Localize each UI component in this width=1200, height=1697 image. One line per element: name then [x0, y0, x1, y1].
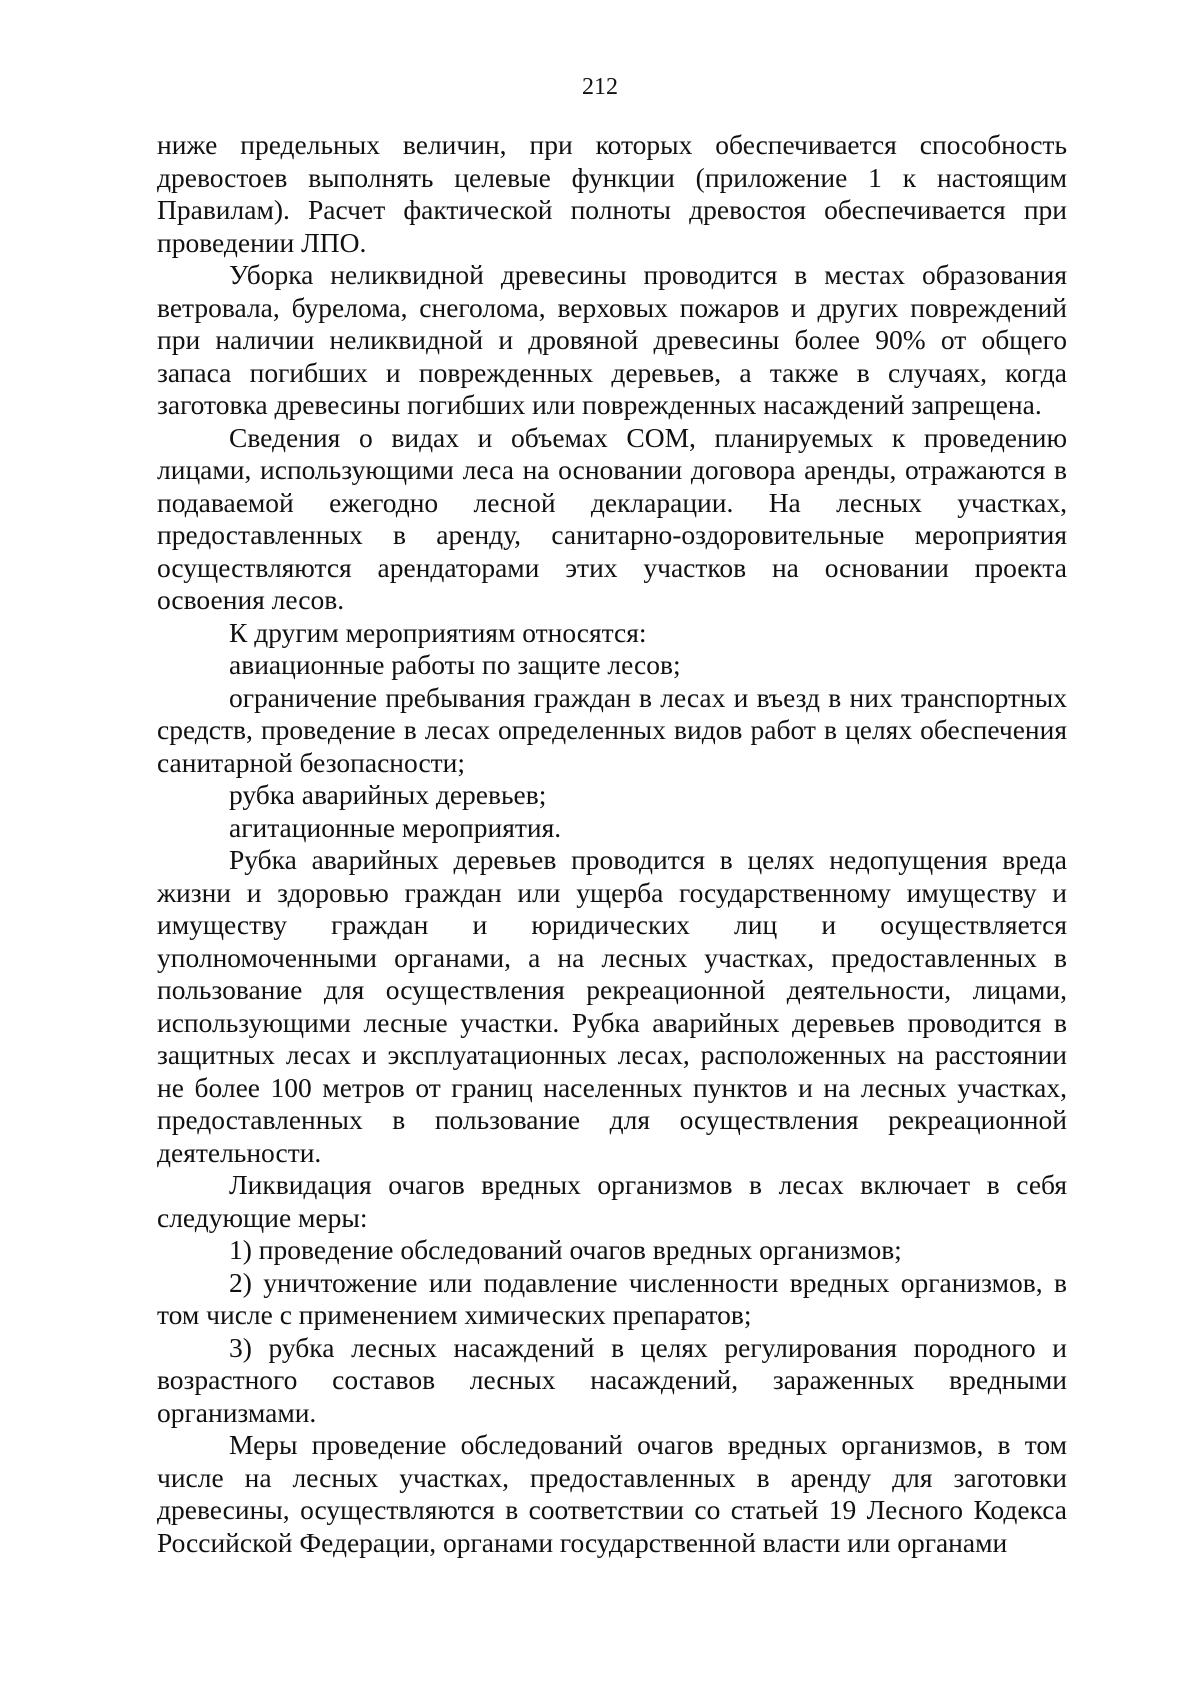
paragraph-continuation: ниже предельных величин, при которых обеспечивается способность древостоев выполнять целевые функции (приложение 1 к настоящим Правилам). Расчет фактической полноты древостоя обеспечивается при проведении ЛПО.	[157, 129, 1067, 258]
list-item-access-restriction: ограничение пребывания граждан в лесах и въезд в них транспортных средств, проведение в лесах определенных видов работ в целях обеспечения санитарной безопасности;	[157, 681, 1067, 778]
list-item-campaign-activities: агитационные мероприятия.	[229, 811, 562, 843]
paragraph-pest-outbreak-liquidation: Ликвидация очагов вредных организмов в лесах включает в себя следующие меры:	[157, 1169, 1067, 1233]
paragraph-illiquid-wood-cleanup: Уборка неликвидной древесины проводится в местах образования ветровала, бурелома, снеголома, верховых пожаров и других повреждений при наличии неликвидной и дровяной древесины более 90% от общего запаса погибших и поврежденных деревьев, а также в случаях, когда заготовка древесины погибших или поврежденных насаждений запрещена.	[157, 259, 1067, 420]
paragraph-survey-measures: Меры проведение обследований очагов вредных организмов, в том числе на лесных участках, предоставленных в аренду для заготовки древесины, осуществляются в соответствии со статьей 19 Лесного Кодекса Российской Федерации, органами государственной власти или органами	[157, 1429, 1067, 1558]
list-item-aviation-works: авиационные работы по защите лесов;	[229, 649, 681, 680]
list-item-emergency-tree-felling: рубка аварийных деревьев;	[229, 779, 547, 810]
document-body	[157, 129, 1067, 1559]
paragraph-other-measures-intro: К другим мероприятиям относятся:	[229, 616, 647, 648]
page-number: 212	[582, 74, 618, 100]
list-item-pest-survey: 1) проведение обследований очагов вредных организмов;	[229, 1234, 902, 1265]
paragraph-som-information: Сведения о видах и объемах СОМ, планируемых к проведению лицами, использующими леса на основании договора аренды, отражаются в подаваемой ежегодно лесной декларации. На лесных участках, предоставленных в аренду, санитарно-оздоровительные мероприятия осуществляются арендаторами этих участков на основании проекта освоения лесов.	[157, 421, 1067, 615]
list-item-regulatory-felling: 3) рубка лесных насаждений в целях регулирования породного и возрастного составов лесных насаждений, зараженных вредными организмами.	[157, 1331, 1067, 1428]
list-item-pest-suppression: 2) уничтожение или подавление численности вредных организмов, в том числе с применением химических препаратов;	[157, 1266, 1067, 1330]
paragraph-emergency-tree-felling: Рубка аварийных деревьев проводится в целях недопущения вреда жизни и здоровью граждан или ущерба государственному имуществу и имуществу граждан и юридических лиц и осуществляется уполномоченными органами, а на лесных участках, предоставленных в пользование для осуществления рекреационной деятельности, лицами, использующими лесные участки. Рубка аварийных деревьев проводится в защитных лесах и эксплуатационных лесах, расположенных на расстоянии не более 100 метров от границ населенных пунктов и на лесных участках, предоставленных в пользование для осуществления рекреационной деятельности.	[157, 844, 1067, 1168]
